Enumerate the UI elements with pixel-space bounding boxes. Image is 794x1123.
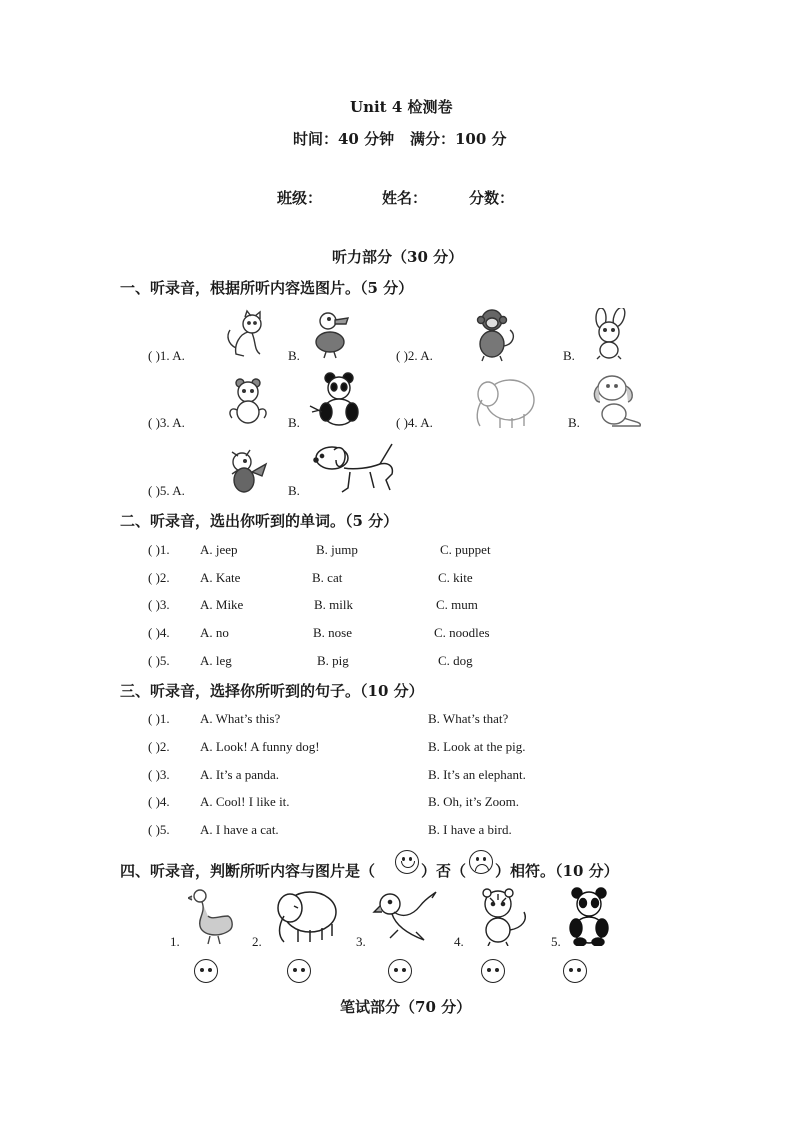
panda-icon — [308, 372, 370, 428]
s3-row-number: ( )1. — [148, 711, 170, 726]
s2-row-number: ( )5. — [148, 653, 170, 668]
s3-option-b: B. Look at the pig. — [428, 739, 526, 754]
s2-option-a: A. jeep — [200, 542, 238, 557]
s3-row-number: ( )5. — [148, 822, 170, 837]
tiger-icon — [474, 886, 540, 946]
s3-option-a: A. I have a cat. — [200, 822, 279, 837]
s2-option-c: C. puppet — [440, 542, 491, 557]
s2-option-c: C. noodles — [434, 625, 490, 640]
section-2-title: 二、听录音，选出你听到的单词。（5 分） — [120, 512, 399, 530]
class-field-label: 班级： — [277, 189, 323, 207]
monkey-icon — [470, 306, 518, 362]
writing-section-title: 笔试部分（70 分） — [340, 998, 472, 1016]
s2-option-c: C. dog — [438, 653, 473, 668]
elephant-icon — [470, 374, 536, 430]
s1-q1-b-label: B. — [288, 348, 300, 363]
s1-q4-b-label: B. — [568, 415, 580, 430]
score-info: 满分：100 分 — [410, 130, 507, 148]
s3-row-number: ( )2. — [148, 739, 170, 754]
s1-q3-b-label: B. — [288, 415, 300, 430]
grade-field-label: 分数： — [469, 189, 515, 207]
answer-face-icon[interactable] — [388, 959, 412, 983]
s2-row-number: ( )1. — [148, 542, 170, 557]
goose-icon — [188, 886, 238, 946]
s1-q5-b-label: B. — [288, 483, 300, 498]
s2-option-b: B. jump — [316, 542, 358, 557]
s1-q5-number: ( )5. A. — [148, 483, 185, 498]
s1-q4-number: ( )4. A. — [396, 415, 433, 430]
s1-q3-number: ( )3. A. — [148, 415, 185, 430]
s3-option-a: A. What’s this? — [200, 711, 281, 726]
s2-option-b: B. milk — [314, 597, 354, 612]
smile-face-icon — [395, 850, 419, 874]
section-4-title-part-b: ）否（ — [421, 862, 467, 880]
rabbit-icon — [585, 308, 639, 360]
section-4-title-part-a: 四、听录音，判断所听内容与图片是（ — [120, 862, 376, 880]
section-4-title-part-c: ）相符。（10 分） — [495, 862, 619, 880]
name-field-label: 姓名： — [382, 189, 428, 207]
time-info: 时间：40 分钟 — [293, 130, 395, 148]
elephant-icon — [270, 886, 340, 946]
s2-row-number: ( )4. — [148, 625, 170, 640]
section-1-title: 一、听录音，根据所听内容选图片。（5 分） — [120, 279, 414, 297]
s2-option-a: A. leg — [200, 653, 232, 668]
s2-option-c: C. mum — [436, 597, 478, 612]
answer-face-icon[interactable] — [194, 959, 218, 983]
s2-option-a: A. Kate — [200, 570, 241, 585]
s4-item-number: 5. — [551, 934, 561, 949]
s3-row-number: ( )4. — [148, 794, 170, 809]
page-title: Unit 4 检测卷 — [350, 98, 453, 116]
s2-option-b: B. cat — [312, 570, 343, 585]
bear-icon — [222, 376, 274, 428]
s3-option-a: A. It’s a panda. — [200, 767, 280, 782]
s3-option-a: A. Cool! I like it. — [200, 794, 290, 809]
s3-option-b: B. What’s that? — [428, 711, 509, 726]
s3-option-a: A. Look! A funny dog! — [200, 739, 320, 754]
answer-face-icon[interactable] — [287, 959, 311, 983]
cat-icon — [220, 308, 270, 360]
s3-option-b: B. I have a bird. — [428, 822, 512, 837]
s4-item-number: 2. — [252, 934, 262, 949]
dog-icon — [310, 440, 400, 498]
s2-option-a: A. Mike — [200, 597, 244, 612]
panda-icon — [566, 886, 612, 946]
answer-face-icon[interactable] — [563, 959, 587, 983]
s4-item-number: 1. — [170, 934, 180, 949]
s1-q1-number: ( )1. A. — [148, 348, 185, 363]
s2-option-b: B. nose — [313, 625, 352, 640]
s4-item-number: 3. — [356, 934, 366, 949]
section-3-title: 三、听录音，选择你所听到的句子。（10 分） — [120, 682, 424, 700]
dog-icon — [588, 372, 644, 430]
s2-option-c: C. kite — [438, 570, 473, 585]
bird-icon — [222, 442, 270, 498]
frown-face-icon — [469, 850, 493, 874]
listening-section-title: 听力部分（30 分） — [332, 248, 464, 266]
s2-option-b: B. pig — [317, 653, 349, 668]
s3-option-b: B. It’s an elephant. — [428, 767, 526, 782]
answer-face-icon[interactable] — [481, 959, 505, 983]
s2-row-number: ( )3. — [148, 597, 170, 612]
s3-option-b: B. Oh, it’s Zoom. — [428, 794, 520, 809]
s3-row-number: ( )3. — [148, 767, 170, 782]
duck-icon — [308, 308, 354, 360]
s2-option-a: A. no — [200, 625, 229, 640]
parrot-icon — [372, 886, 438, 946]
s1-q2-b-label: B. — [563, 348, 575, 363]
s1-q2-number: ( )2. A. — [396, 348, 433, 363]
s4-item-number: 4. — [454, 934, 464, 949]
s2-row-number: ( )2. — [148, 570, 170, 585]
